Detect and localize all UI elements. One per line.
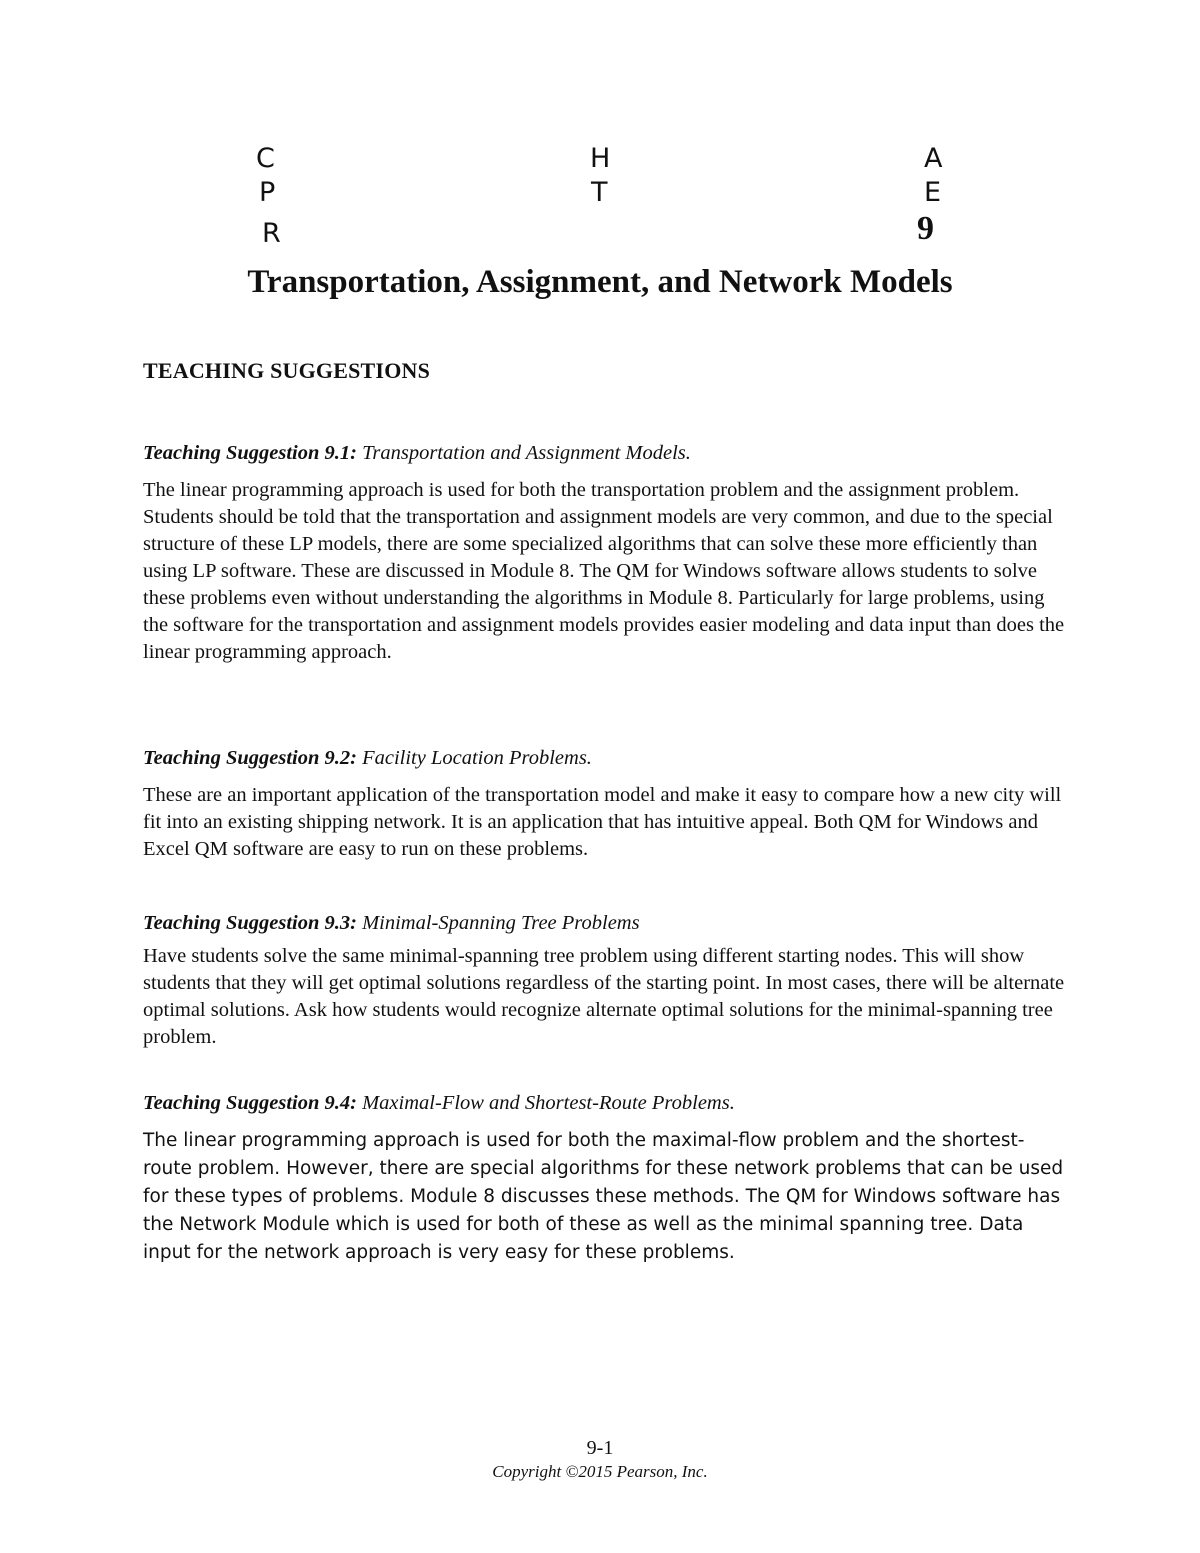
section-heading: TEACHING SUGGESTIONS: [143, 358, 431, 383]
copyright-notice: Copyright ©2015 Pearson, Inc.: [492, 1462, 708, 1481]
chapter-letter-a: A: [924, 143, 943, 174]
chapter-letter-h: H: [590, 143, 611, 174]
teaching-suggestion-1: [143, 440, 1073, 666]
teaching-suggestion-4: [143, 1090, 1073, 1267]
teaching-suggestion-2: [143, 745, 1073, 863]
suggestion-body: These are an important application of the transportation model and make it easy to compare how a new city will fit into an existing shipping network. It is an application that has intuitive appeal. Both QM for Windows and Excel QM software are easy to run on these problems.: [143, 784, 1062, 860]
suggestion-heading: [143, 1090, 1073, 1117]
chapter-number: 9: [917, 210, 934, 247]
chapter-letter-t: T: [591, 177, 608, 208]
suggestion-label: Teaching Suggestion 9.2:: [143, 747, 357, 769]
suggestion-subject: Maximal-Flow and Shortest-Route Problems.: [362, 1092, 735, 1114]
suggestion-body: The linear programming approach is used for both the transportation problem and the assignment problem. Students should be told that the transportation and assignment models are very common, and due to the special structure of these LP models, there are some specialized algorithms that can solve these more efficiently than using LP software. These are discussed in Module 8. The QM for Windows software allows students to solve these problems even without understanding the algorithms in Module 8. Particularly for large problems, using the software for the transportation and assignment models provides easier modeling and data input than does the linear programming approach.: [143, 479, 1065, 663]
chapter-title: Transportation, Assignment, and Network Models: [247, 264, 953, 300]
suggestion-heading: [143, 440, 1073, 467]
chapter-letter-e: E: [924, 177, 942, 208]
suggestion-body: Have students solve the same minimal-spanning tree problem using different starting nodes. This will show students that they will get optimal solutions regardless of the starting point. In most cases, there will be alternate optimal solutions. Ask how students would recognize alternate optimal solutions for the minimal-spanning tree problem.: [143, 945, 1065, 1048]
suggestion-subject: Minimal-Spanning Tree Problems: [362, 912, 640, 934]
suggestion-heading: [143, 910, 1073, 937]
suggestion-heading: [143, 745, 1073, 772]
suggestion-body: The linear programming approach is used for both the maximal-flow problem and the shortest-route problem. However, there are special algorithms for these network problems that can be used for these types of problems. Module 8 discusses these methods. The QM for Windows software has the Network Module which is used for both of these as well as the minimal spanning tree. Data input for the network approach is very easy for these problems.: [143, 1130, 1064, 1263]
chapter-letter-r: R: [262, 218, 281, 249]
suggestion-label: Teaching Suggestion 9.4:: [143, 1092, 357, 1114]
suggestion-label: Teaching Suggestion 9.1:: [143, 442, 357, 464]
page-number: 9-1: [586, 1437, 614, 1459]
chapter-letter-p: P: [259, 177, 276, 208]
suggestion-subject: Transportation and Assignment Models.: [362, 442, 691, 464]
chapter-letter-c: C: [256, 143, 275, 174]
teaching-suggestion-3: [143, 910, 1073, 1051]
suggestion-subject: Facility Location Problems.: [362, 747, 592, 769]
suggestion-label: Teaching Suggestion 9.3:: [143, 912, 357, 934]
